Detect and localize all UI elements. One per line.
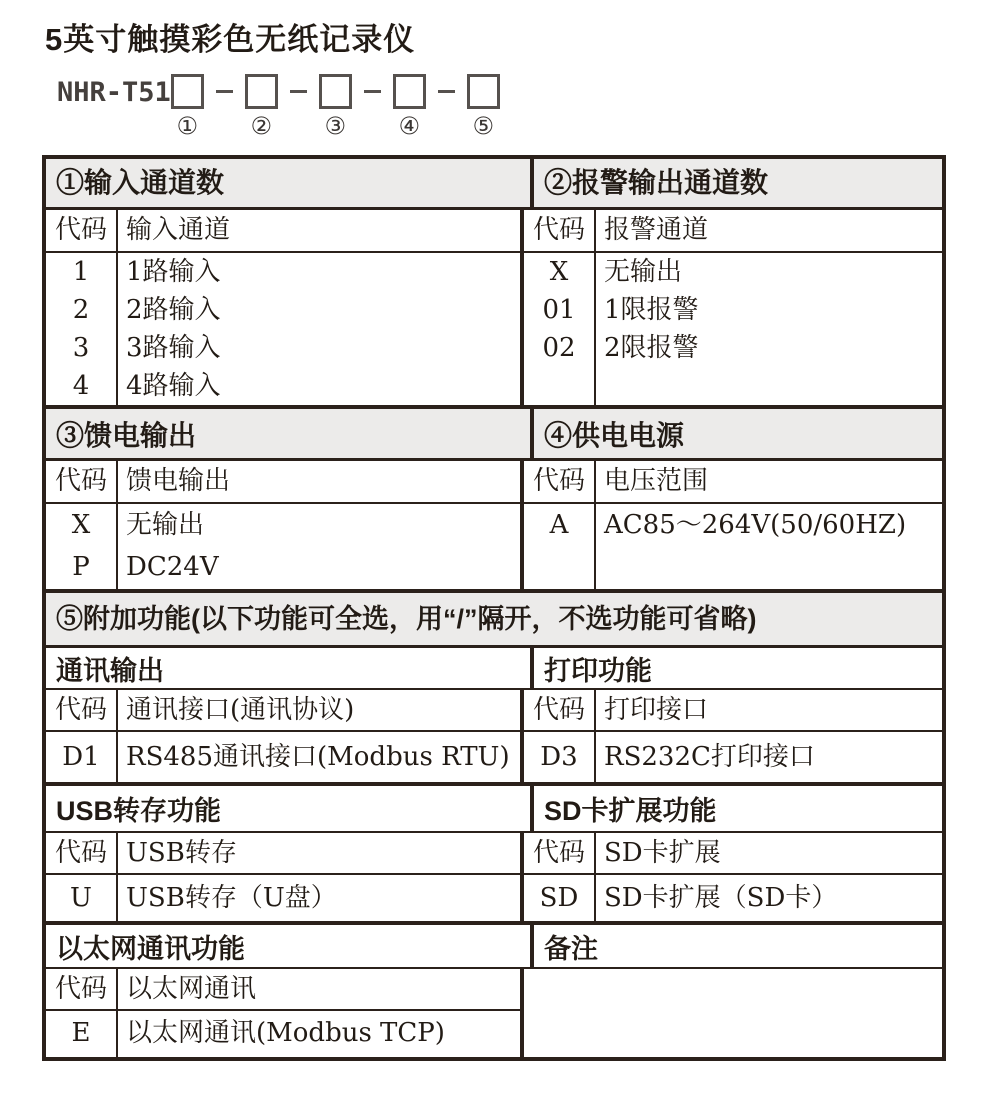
- desc-cell: 2限报警: [604, 333, 699, 363]
- subsection-title-row-3: [46, 925, 942, 969]
- model-slot-number-3: ③: [324, 112, 347, 140]
- code-cells: [524, 253, 596, 405]
- model-slot-number-1: ①: [176, 112, 199, 140]
- remarks-empty-cell: [524, 969, 942, 1057]
- desc-cells: [118, 253, 520, 405]
- desc-cells: [596, 253, 942, 405]
- code-cells: [46, 253, 118, 405]
- section-header-alarm-channels: ②报警输出通道数: [544, 167, 769, 198]
- model-slot-number-4: ④: [398, 112, 421, 140]
- data-row-group-3: [46, 732, 942, 786]
- data-row-group-2: [46, 504, 942, 593]
- code-cell: D1: [46, 732, 118, 782]
- data-row-group-5: [46, 969, 942, 1057]
- section-header-power-supply: ④供电电源: [544, 419, 685, 451]
- desc-column-header: 电压范围: [604, 466, 709, 496]
- model-dash-1: [216, 90, 233, 93]
- desc-cells: [596, 504, 942, 589]
- data-row: [46, 1011, 520, 1057]
- code-column-header: 代码: [46, 461, 118, 502]
- section-header-additional-functions: ⑤附加功能(以下功能可全选，用“/”隔开，不选功能可省略): [46, 593, 942, 648]
- subsection-title-usb: USB转存功能: [46, 786, 534, 831]
- code-cell: 4: [72, 371, 90, 401]
- column-header-row-1: [46, 210, 942, 253]
- model-slot-number-5: ⑤: [472, 112, 495, 140]
- code-cell: D3: [524, 732, 596, 782]
- model-prefix: NHR-T51: [57, 77, 171, 108]
- desc-cell: 无输出: [604, 257, 683, 287]
- code-cell: 1: [72, 257, 90, 287]
- subsection-title-remarks: 备注: [544, 933, 598, 964]
- desc-cell: 1限报警: [604, 295, 699, 325]
- code-column-header: 代码: [46, 210, 118, 251]
- desc-cell: 4路输入: [126, 371, 221, 401]
- desc-column-header: 以太网通讯: [126, 974, 257, 1004]
- model-slot-4: [393, 74, 426, 138]
- section-header-row-1: [46, 159, 942, 210]
- code-cell: P: [72, 552, 90, 582]
- desc-cell: 1路输入: [126, 257, 221, 287]
- model-slot-box-5: [467, 74, 500, 109]
- desc-column-header: USB转存: [126, 838, 237, 868]
- subsection-title-row-2: [46, 786, 942, 833]
- column-header-row-5: [46, 969, 520, 1011]
- desc-column-header: SD卡扩展: [604, 838, 721, 868]
- model-dash-3: [364, 90, 381, 93]
- subsection-title-sd: SD卡扩展功能: [544, 796, 717, 826]
- model-slot-1: [171, 74, 204, 138]
- desc-cell: 3路输入: [126, 333, 221, 363]
- model-slot-box-4: [393, 74, 426, 109]
- code-cell: E: [46, 1011, 118, 1057]
- code-column-header: 代码: [524, 833, 596, 873]
- data-row-group-4: [46, 875, 942, 925]
- desc-column-header: 打印接口: [604, 695, 709, 725]
- ordering-spec-table: [42, 155, 946, 1061]
- model-slot-box-1: [171, 74, 204, 109]
- desc-column-header: 输入通道: [126, 215, 231, 245]
- model-slot-box-3: [319, 74, 352, 109]
- column-header-row-3: [46, 690, 942, 732]
- subsection-title-ethernet: 以太网通讯功能: [46, 925, 534, 967]
- section-header-row-2: [46, 409, 942, 461]
- model-slot-box-2: [245, 74, 278, 109]
- code-cell: X: [71, 510, 91, 540]
- model-slot-3: [319, 74, 352, 138]
- desc-cells: [118, 504, 520, 589]
- code-cell: 01: [542, 295, 576, 325]
- column-header-row-2: [46, 461, 942, 504]
- code-cell: SD: [524, 875, 596, 921]
- code-column-header: 代码: [524, 461, 596, 502]
- code-cell: 2: [72, 295, 90, 325]
- desc-column-header: 馈电输出: [126, 466, 231, 496]
- model-dash-4: [438, 90, 455, 93]
- section-header-feed-output: ③馈电输出: [46, 409, 534, 458]
- model-slot-2: [245, 74, 278, 138]
- code-cells: [524, 504, 596, 589]
- model-code-line: [57, 74, 500, 138]
- code-column-header: 代码: [46, 969, 118, 1009]
- desc-cell: 2路输入: [126, 295, 221, 325]
- code-column-header: 代码: [46, 690, 118, 730]
- desc-column-header: 通讯接口(通讯协议): [126, 695, 355, 725]
- code-cells: [46, 504, 118, 589]
- code-column-header: 代码: [524, 690, 596, 730]
- desc-cell: USB转存（U盘）: [126, 883, 337, 913]
- code-cell: 3: [72, 333, 90, 363]
- subsection-title-row-1: [46, 648, 942, 690]
- desc-column-header: 报警通道: [604, 215, 709, 245]
- model-slot-number-2: ②: [250, 112, 273, 140]
- code-cell: A: [549, 510, 569, 540]
- data-row-group-1: [46, 253, 942, 409]
- desc-cell: 以太网通讯(Modbus TCP): [126, 1018, 445, 1048]
- desc-cell: SD卡扩展（SD卡）: [604, 883, 838, 913]
- page-title: 5英寸触摸彩色无纸记录仪: [45, 22, 416, 57]
- model-slot-5: [467, 74, 500, 138]
- desc-cell: RS232C打印接口: [604, 742, 815, 772]
- code-cell: X: [549, 257, 569, 287]
- desc-cell: 无输出: [126, 510, 205, 540]
- column-header-row-4: [46, 833, 942, 875]
- section-header-input-channels: ①输入通道数: [46, 159, 534, 207]
- desc-cell: DC24V: [126, 552, 219, 582]
- subsection-title-comm-output: 通讯输出: [46, 648, 534, 688]
- code-cell: U: [46, 875, 118, 921]
- desc-cell: RS485通讯接口(Modbus RTU): [126, 742, 510, 772]
- model-dash-2: [290, 90, 307, 93]
- subsection-title-print-function: 打印功能: [544, 655, 652, 686]
- desc-cell: AC85～264V(50/60HZ): [604, 510, 907, 540]
- code-column-header: 代码: [524, 210, 596, 251]
- code-column-header: 代码: [46, 833, 118, 873]
- code-cell: 02: [542, 333, 576, 363]
